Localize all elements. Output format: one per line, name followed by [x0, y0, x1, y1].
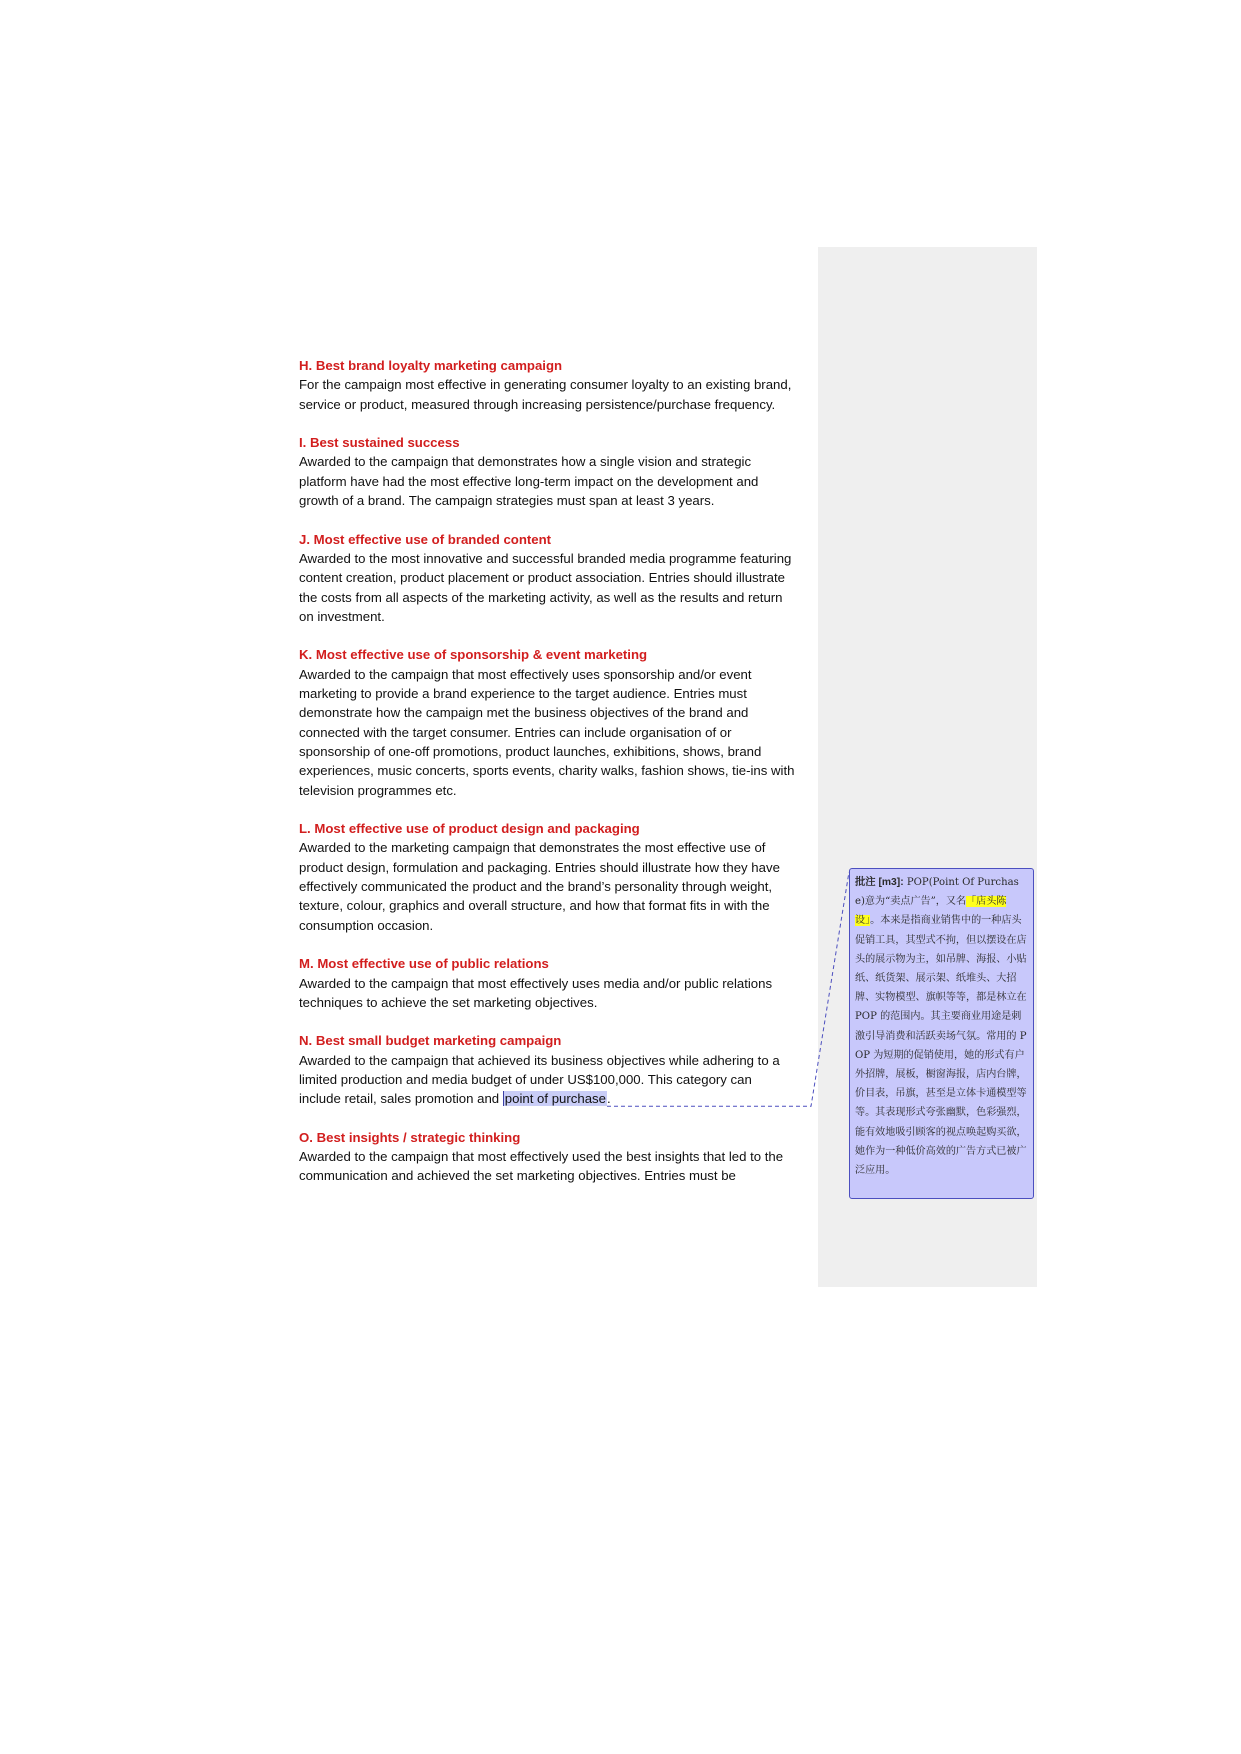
- text-line: Awarded to the campaign that most effectively uses sponsorship and/or event: [299, 666, 752, 682]
- section-body: [299, 838, 819, 934]
- text-line: For the campaign most effective in generating consumer loyalty to an existing brand,: [299, 377, 792, 393]
- section-m: [299, 954, 819, 1012]
- text-line: experiences, music concerts, sports events, charity walks, fashion shows, tie-ins with: [299, 763, 795, 779]
- comment-label: 批注 [m3]:: [855, 877, 904, 888]
- section-heading: K. Most effective use of sponsorship & event marketing: [299, 647, 648, 663]
- text-line: service or product, measured through increasing persistence/purchase frequency.: [299, 396, 776, 412]
- text-line: content creation, product placement or product association. Entries should illustrate: [299, 570, 786, 586]
- section-heading: M. Most effective use of public relations: [299, 956, 549, 972]
- comment-balloon[interactable]: [849, 868, 1034, 1199]
- section-body: [299, 665, 819, 800]
- text-line: platform have had the most effective long-term impact on the development and: [299, 473, 759, 489]
- text-line: product design, formulation and packaging. Entries should illustrate how they have: [299, 859, 780, 875]
- text-line: marketing to provide a brand experience to the target audience. Entries must: [299, 686, 747, 702]
- section-heading: H. Best brand loyalty marketing campaign: [299, 358, 563, 373]
- text-line: techniques to achieve the set marketing objectives.: [299, 994, 598, 1010]
- text-line: demonstrate how the campaign met the business objectives of the brand and: [299, 705, 749, 721]
- section-body: [299, 452, 819, 510]
- text-line: Awarded to the most innovative and successful branded media programme featuring: [299, 550, 792, 566]
- section-i: [299, 433, 819, 510]
- section-l: [299, 819, 819, 935]
- section-o: [299, 1128, 819, 1186]
- section-heading: N. Best small budget marketing campaign: [299, 1033, 562, 1049]
- text-line: Awarded to the marketing campaign that demonstrates the most effective use of: [299, 840, 766, 856]
- text-line: Awarded to the campaign that achieved its business objectives while adhering to a: [299, 1052, 780, 1068]
- section-heading: I. Best sustained success: [299, 435, 460, 451]
- text-line: connected with the target consumer. Entries can include organisation of or: [299, 724, 732, 740]
- section-heading: O. Best insights / strategic thinking: [299, 1129, 521, 1145]
- section-body: [299, 549, 819, 626]
- section-body: [299, 974, 819, 1013]
- text-line-with-comment: [299, 1089, 819, 1108]
- comment-text: POP(Point Of Purchase)意为“卖点广告”，又名: [855, 877, 1019, 908]
- text-line: consumption occasion.: [299, 917, 434, 933]
- section-j: [299, 530, 819, 626]
- document-body: [299, 356, 819, 1205]
- text-line: sponsorship of one-off promotions, product launches, exhibitions, shows, brand: [299, 743, 762, 759]
- text-line: Awarded to the campaign that most effectively used the best insights that led to the: [299, 1149, 784, 1165]
- section-k: [299, 645, 819, 799]
- section-body: [299, 1051, 819, 1109]
- text-line: the costs from all aspects of the marketing activity, as well as the results and return: [299, 589, 783, 605]
- section-heading: J. Most effective use of branded content: [299, 531, 552, 547]
- text-run: include retail, sales promotion and: [299, 1091, 503, 1107]
- text-line: communication and achieved the set marketing objectives. Entries must be: [299, 1168, 736, 1184]
- text-line: growth of a brand. The campaign strategies must span at least 3 years.: [299, 493, 715, 509]
- comment-text: 。本来是指商业销售中的一种店头促销工具，其型式不拘，但以摆设在店头的展示物为主，如吊牌、海报、小贴纸、纸货架、展示架、纸堆头、大招牌、实物模型、旗帜等等，都是林立在 POP 的范围内。其主要商业用途是刺激引导消费和活跃卖场气氛。常用的 POP 为短期的促销使用，她的形式有户外招牌，展板，橱窗海报，店内台牌，价目表，吊旗，甚至是立体卡通模型等等。其表现形式夸张幽默，色彩强烈，能有效地吸引顾客的视点唤起购买欲，她作为一种低价高效的广告方式已被广泛应用。: [855, 915, 1027, 1177]
- text-line: Awarded to the campaign that most effectively uses media and/or public relations: [299, 975, 773, 991]
- comment-anchor-text[interactable]: point of purchase: [504, 1091, 606, 1107]
- text-line: Awarded to the campaign that demonstrates how a single vision and strategic: [299, 454, 752, 470]
- section-body: [299, 1147, 819, 1186]
- text-line: on investment.: [299, 608, 385, 624]
- text-run: .: [606, 1091, 611, 1107]
- section-body: [299, 375, 819, 414]
- text-line: effectively communicated the product and the brand’s personality through weight,: [299, 879, 773, 895]
- section-n: [299, 1031, 819, 1108]
- section-heading: L. Most effective use of product design and packaging: [299, 821, 640, 837]
- text-line: limited production and media budget of under US$100,000. This category can: [299, 1071, 752, 1087]
- comment-highlight: 「店头陈设」: [855, 896, 1007, 927]
- text-line: texture, colour, graphics and overall structure, and how that format fits in with the: [299, 898, 770, 914]
- section-h: [299, 356, 819, 414]
- text-line: television programmes etc.: [299, 782, 457, 798]
